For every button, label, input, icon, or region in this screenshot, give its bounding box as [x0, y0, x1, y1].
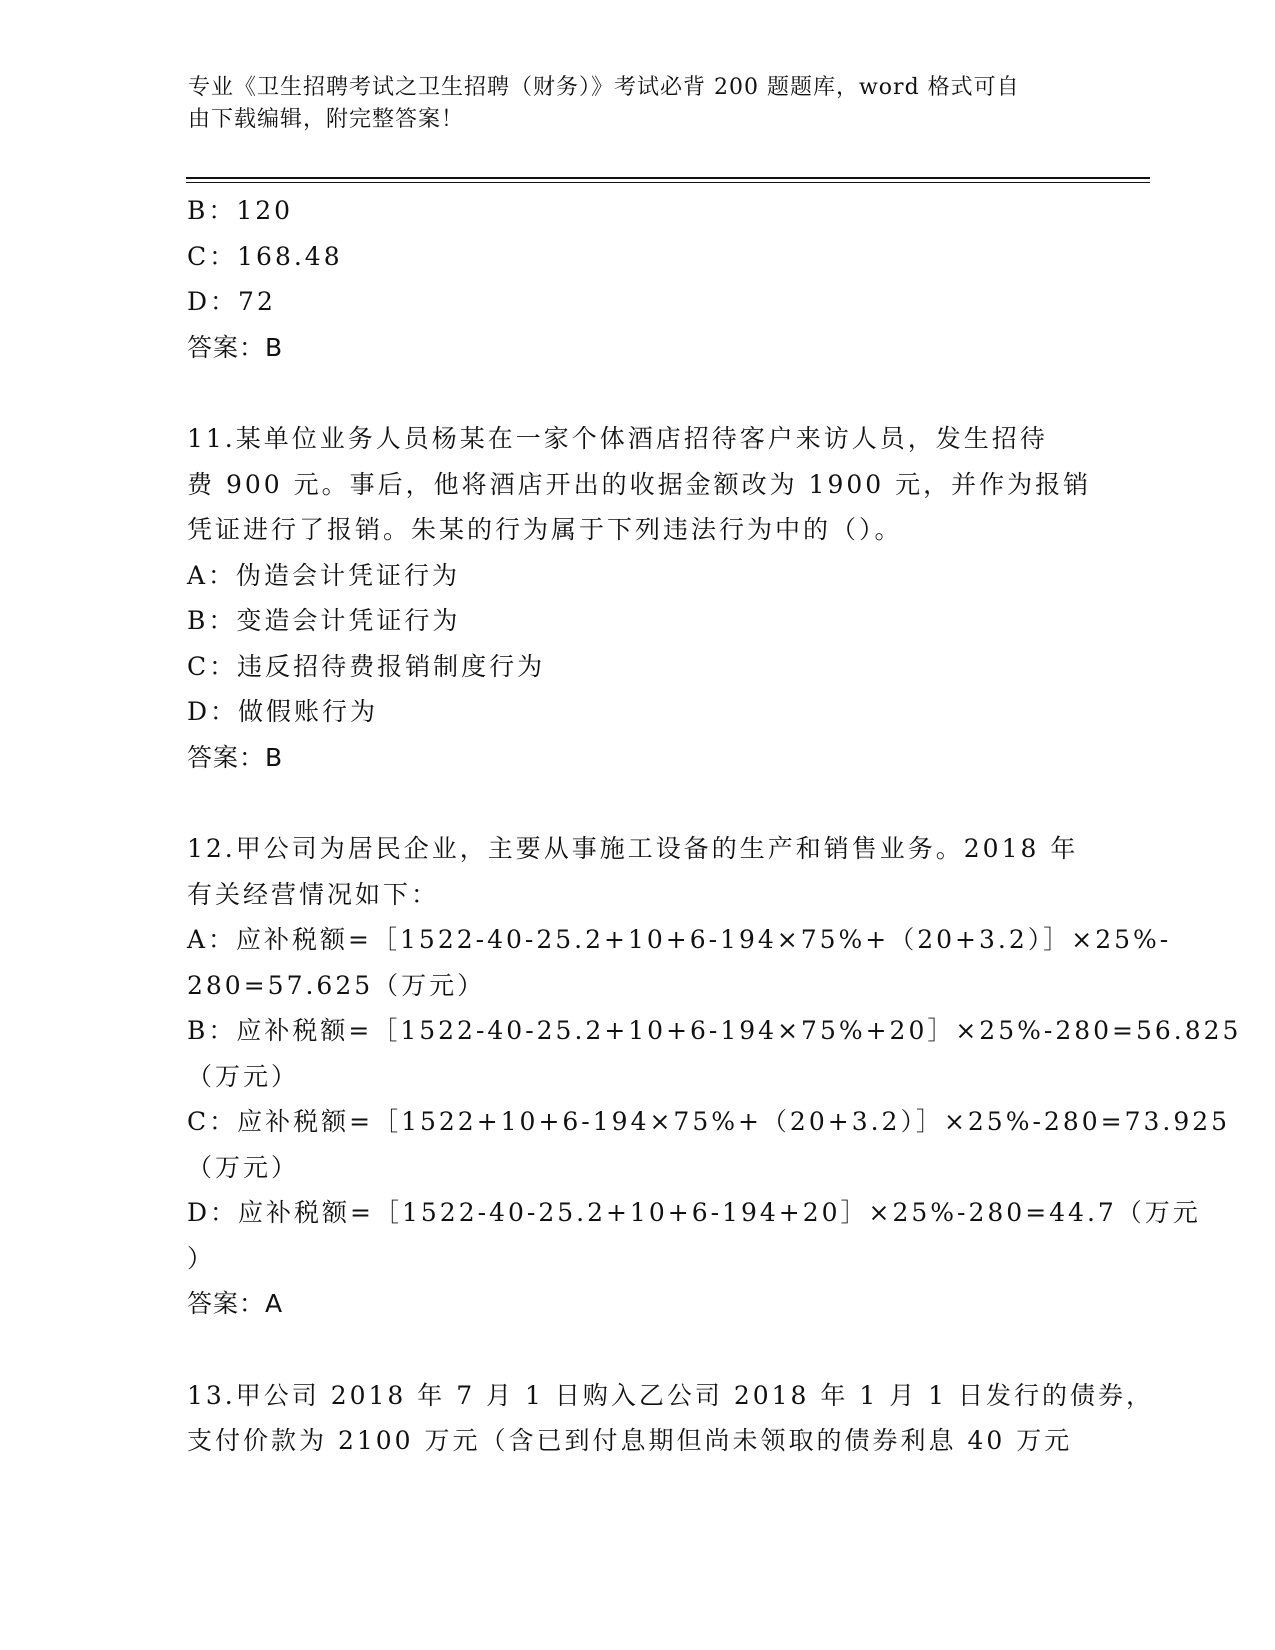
option-d-line-2: ） — [187, 1243, 216, 1273]
answer-line: 答案：B — [187, 332, 284, 362]
option-a-line-1: A：应补税额=［1522-40-25.2+10+6-194×75%+（20+3.2）］×25%- — [187, 925, 1172, 954]
option-c-line-2: （万元） — [187, 1152, 300, 1182]
option-c: C：168.48 — [187, 241, 343, 271]
question-stem-line: 费 900 元。事后，他将酒店开出的收据金额改为 1900 元，并作为报销 — [187, 469, 1092, 499]
question-13 — [187, 1373, 1154, 1464]
document-body — [187, 188, 1242, 1464]
page-header — [188, 72, 1068, 136]
answer-line: 答案：A — [187, 1289, 284, 1318]
option-a: A：伪造会计凭证行为 — [187, 560, 461, 590]
option-b: B：变造会计凭证行为 — [187, 606, 461, 635]
question-stem-line: 有关经营情况如下： — [187, 879, 440, 909]
header-line-1: 专业《卫生招聘考试之卫生招聘（财务）》考试必背 200 题题库，word 格式可自 — [188, 75, 1020, 100]
header-rule-thick — [186, 177, 1150, 179]
option-b-line-2: （万元） — [187, 1061, 300, 1091]
question-stem-line: 13.甲公司 2018 年 7 月 1 日购入乙公司 2018 年 1 月 1 日发行的债券， — [187, 1380, 1154, 1410]
header-rule-thin — [186, 182, 1150, 183]
option-b: B：120 — [187, 196, 294, 225]
question-11 — [187, 416, 1092, 780]
option-d: D：72 — [187, 287, 276, 316]
question-stem-line: 凭证进行了报销。朱某的行为属于下列违法行为中的（）。 — [187, 515, 903, 544]
option-c-line-1: C：应补税额=［1522+10+6-194×75%+（20+3.2）］×25%-280=73.925 — [187, 1107, 1231, 1136]
option-d: D：做假账行为 — [187, 697, 379, 726]
previous-question-tail — [187, 188, 1077, 370]
question-stem-line: 12.甲公司为居民企业，主要从事施工设备的生产和销售业务。2018 年 — [187, 834, 1079, 863]
option-a-line-2: 280=57.625（万元） — [187, 970, 486, 1000]
question-stem-line: 支付价款为 2100 万元（含已到付息期但尚未领取的债券利息 40 万元 — [187, 1426, 1073, 1455]
option-b-line-1: B：应补税额=［1522-40-25.2+10+6-194×75%+20］×25%-280=56.825 — [187, 1016, 1242, 1045]
question-stem-line: 11.某单位业务人员杨某在一家个体酒店招待客户来访人员，发生招待 — [187, 424, 1048, 453]
answer-line: 答案：B — [187, 742, 284, 772]
option-c: C：违反招待费报销制度行为 — [187, 651, 546, 681]
option-d-line-1: D：应补税额=［1522-40-25.2+10+6-194+20］×25%-280=44.7（万元 — [187, 1198, 1201, 1227]
header-line-2: 由下载编辑，附完整答案！ — [188, 107, 465, 132]
question-12 — [187, 826, 1242, 1327]
